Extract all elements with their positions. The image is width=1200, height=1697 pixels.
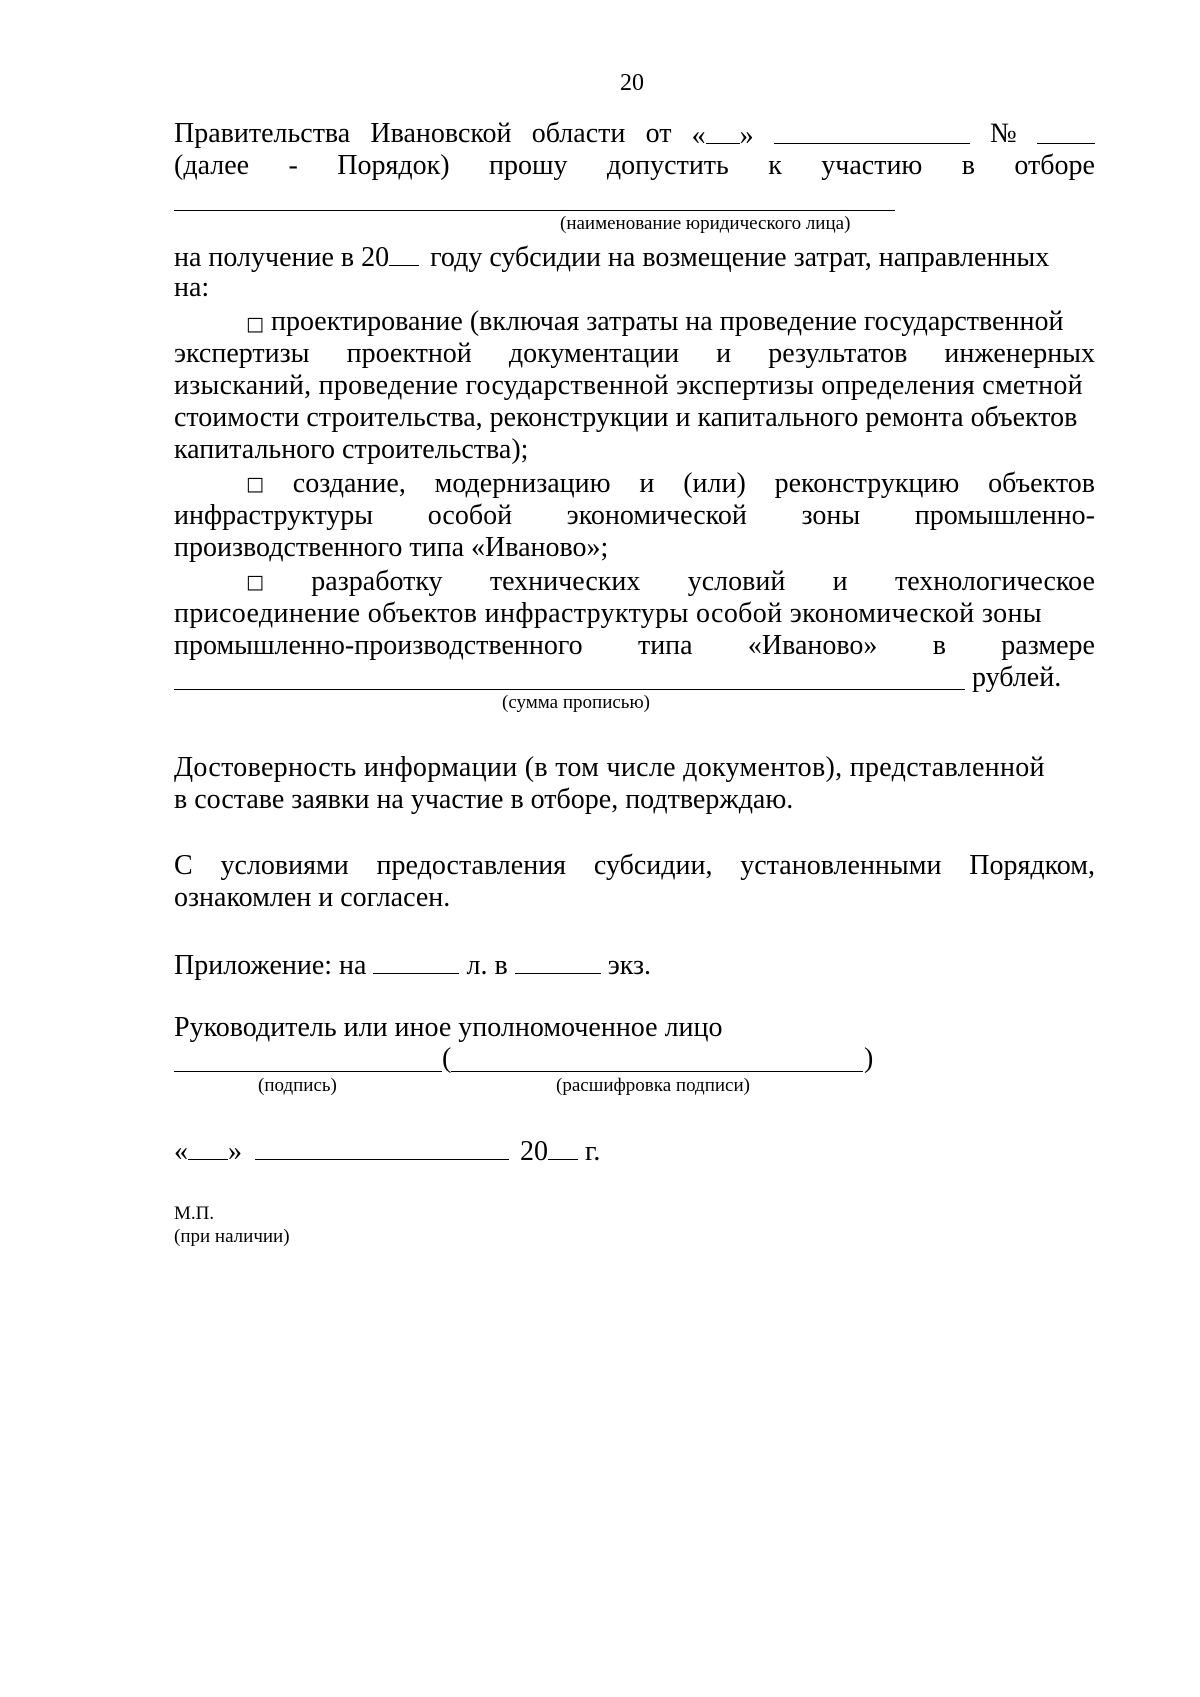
date-line: « » 20 г. (174, 1136, 601, 1167)
stamp-note: (при наличии) (174, 1226, 290, 1247)
blank-copies[interactable] (515, 948, 601, 974)
blank-amount-in-words[interactable] (174, 689, 965, 690)
blank-year[interactable] (389, 240, 419, 266)
blank-signature[interactable] (174, 1071, 442, 1072)
item-1-line-1: □ проектирование (включая затраты на проведение государственной (246, 306, 1064, 337)
item-1-line-4: стоимости строительства, реконструкции и капитального ремонта объектов (174, 402, 1078, 433)
blank-decree-number[interactable] (1037, 118, 1095, 144)
agree-line-1: С условиями предоставления субсидии, установленными Порядком, (174, 850, 1095, 881)
blank-signature-name[interactable] (451, 1071, 863, 1072)
item-3-line-2: присоединение объектов инфраструктуры особой экономической зоны (174, 598, 1042, 629)
attest-line-2: в составе заявки на участие в отборе, подтверждаю. (174, 784, 794, 815)
checkbox-infrastructure[interactable]: □ (246, 473, 264, 495)
item-2-line-3: производственного типа «Иваново»; (174, 532, 609, 563)
item-1-line-2: экспертизы проектной документации и результатов инженерных (174, 338, 1095, 369)
item-1-line-5: капитального строительства); (174, 434, 529, 465)
rubles-label: рублей. (972, 662, 1062, 693)
blank-day[interactable] (706, 118, 740, 144)
blank-date-year[interactable] (548, 1134, 578, 1160)
item-1-line-3: изысканий, проведение государственной экспертизы определения сметной (174, 370, 1083, 401)
agree-line-2: ознакомлен и согласен. (174, 882, 451, 913)
attachment-line: Приложение: на л. в экз. (174, 950, 651, 981)
text-line-4: на получение в 20 году субсидии на возмещение затрат, направленных (174, 242, 1050, 273)
item-3-line-3: промышленно-производственного типа «Иваново» в размере (174, 630, 1095, 661)
caption-legal-entity: (наименование юридического лица) (560, 213, 851, 234)
text-line-2: (далее - Порядок) прошу допустить к участию в отборе (174, 150, 1095, 181)
checkbox-technical-conditions[interactable]: □ (246, 571, 264, 593)
attest-line-1: Достоверность информации (в том числе документов), представленной (174, 752, 1045, 783)
open-paren: ( (442, 1043, 452, 1074)
stamp-label: М.П. (174, 1203, 215, 1224)
caption-signature-name: (расшифровка подписи) (556, 1075, 750, 1096)
item-2-line-2: инфраструктуры особой экономической зоны промышленно- (174, 500, 1095, 531)
page-number: 20 (620, 70, 644, 96)
blank-date-day[interactable] (188, 1134, 228, 1160)
checkbox-design[interactable]: □ (246, 313, 264, 335)
text-line-5: на: (174, 272, 210, 303)
close-paren: ) (864, 1043, 874, 1074)
blank-legal-entity-name[interactable] (174, 210, 895, 211)
text-line-1: Правительства Ивановской области от « » № (174, 118, 1095, 152)
decree-date-day: « » (691, 120, 754, 151)
item-2-line-1: □ создание, модернизацию и (или) реконструкцию объектов (246, 468, 1095, 499)
blank-sheets[interactable] (373, 948, 459, 974)
blank-date-month[interactable] (255, 1134, 509, 1160)
caption-amount: (сумма прописью) (502, 692, 650, 713)
item-3-line-1: □ разработку технических условий и технологическое (246, 566, 1095, 597)
signature-title: Руководитель или иное уполномоченное лицо (174, 1012, 723, 1043)
blank-decree-date[interactable] (774, 118, 970, 144)
caption-signature: (подпись) (258, 1075, 337, 1096)
